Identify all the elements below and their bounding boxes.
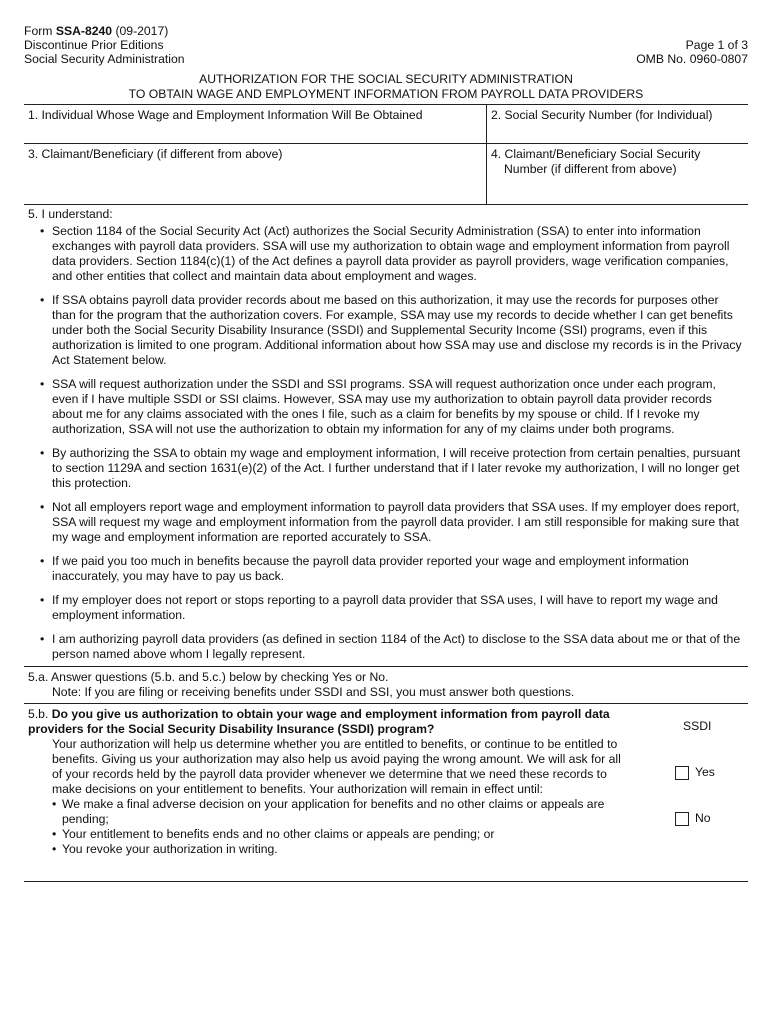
title-line-1: AUTHORIZATION FOR THE SOCIAL SECURITY ADMINISTRATION [199,72,573,86]
form-id-line [24,24,185,38]
form-page [24,24,748,882]
field-3-label: 3. Claimant/Beneficiary (if different from above) [28,147,283,161]
section-5-heading: 5. I understand: [28,207,113,221]
divider [24,881,748,882]
form-header [24,24,748,66]
section-5b-text [28,707,633,881]
form-title [24,72,748,102]
form-number: SSA-8240 [55,24,113,38]
header-right [636,24,748,66]
page-number: Page 1 of 3 [685,38,748,52]
section-5b-body [28,737,633,857]
section-5b [24,704,748,881]
field-claimant-name[interactable] [24,144,486,204]
ssdi-label: SSDI [683,719,712,733]
form-label: Form [24,24,53,38]
ssdi-no-checkbox[interactable] [675,811,711,826]
bullet-mark: • [52,797,57,811]
list-item [28,224,744,284]
bullet-mark: • [40,632,45,646]
bullet-text: If we paid you too much in benefits because the payroll data provider reported your wage and employment information inaccurately, you may have to pay us back. [52,554,689,583]
list-item [28,377,744,437]
list-item [52,842,633,857]
section-5b-answers [633,707,744,881]
bullet-mark: • [40,446,45,460]
list-item [28,632,744,662]
fields-row-2 [24,144,748,204]
omb-number: OMB No. 0960-0807 [636,52,748,66]
bullet-mark: • [52,842,57,856]
field-4-label-line-2: Number (if different from above) [504,162,677,176]
editions-note: Discontinue Prior Editions [24,38,164,52]
bullet-text: Section 1184 of the Social Security Act (Act) authorizes the Social Security Administration (SSA) to enter into information exchanges with payroll data providers. SSA will use my authorization to obtain wage and employment information from payroll data providers. Section 1184(c)(1) of the Act defines a payroll data provider as payroll providers, wage verification companies, and other entities that collect and maintain data about employment and wages. [52,224,730,283]
bullet-mark: • [40,293,45,307]
list-item [28,593,744,623]
list-item [28,293,744,368]
section-5 [24,205,748,662]
yes-label: Yes [695,765,715,779]
checkbox-box[interactable] [675,812,689,826]
bullet-mark: • [52,827,57,841]
agency-name: Social Security Administration [24,52,185,66]
field-claimant-ssn[interactable] [486,144,748,204]
bullet-text: If SSA obtains payroll data provider records about me based on this authorization, it may use the records for purposes other than for the program that the authorization covers. For example, SSA may use my records to decide whether I can get benefits under both the Social Security Disability Insurance (SSDI) and Supplemental Security Income (SSI) programs, even if this authorization is limited to one program. Additional information about how SSA may use and disclose my records is in the Privacy Act Statement below. [52,293,742,367]
ssdi-yes-checkbox[interactable] [675,765,715,780]
section-5b-question [28,707,633,737]
bullet-mark: • [40,554,45,568]
field-2-label: 2. Social Security Number (for Individual) [491,108,713,122]
bullet-text: Not all employers report wage and employment information to payroll data providers that SSA uses. If my employer does report, SSA will request my wage and employment information from the payroll data provider. I am still responsible for making sure that my wage and employment information are reported accurately to SSA. [52,500,740,544]
field-individual-ssn[interactable] [486,105,748,143]
list-item [52,797,633,827]
list-item [52,827,633,842]
title-line-2: TO OBTAIN WAGE AND EMPLOYMENT INFORMATION FROM PAYROLL DATA PROVIDERS [128,87,644,101]
list-item [28,446,744,491]
bullet-mark: • [40,593,45,607]
section-5a-instruction: 5.a. Answer questions (5.b. and 5.c.) below by checking Yes or No. [28,670,389,684]
bullet-text: We make a final adverse decision on your application for benefits and no other claims or appeals are pending; [62,797,605,826]
section-5b-question-text: Do you give us authorization to obtain your wage and employment information from payroll data providers for the Social Security Disability Insurance (SSDI) program? [28,707,610,736]
field-4-label-line-1: 4. Claimant/Beneficiary Social Security [491,147,701,161]
field-individual-name[interactable] [24,105,486,143]
section-5a-note: Note: If you are filing or receiving benefits under SSDI and SSI, you must answer both questions. [52,685,575,699]
section-5b-number: 5.b. [28,707,49,721]
bullet-text: If my employer does not report or stops reporting to a payroll data provider that SSA uses, I will have to report my wage and employment information. [52,593,718,622]
bullet-text: I am authorizing payroll data providers (as defined in section 1184 of the Act) to disclose to the SSA data about me or that of the person named above whom I legally represent. [52,632,741,661]
list-item [28,554,744,584]
list-item [28,500,744,545]
bullet-text: SSA will request authorization under the SSDI and SSI programs. SSA will request authorization once under each program, even if I have multiple SSDI or SSI claims. However, SSA may use my authorization to obtain payroll data provider records about me for any claims associated with the ones I file, such as a claim for benefits by my spouse or child. If I revoke my authorization, SSA will not use the authorization to obtain my information for any of my claims under both programs. [52,377,716,436]
fields-row-1 [24,105,748,143]
section-5a [24,667,748,703]
bullet-text: You revoke your authorization in writing. [62,842,278,856]
section-5b-explanation: Your authorization will help us determine whether you are entitled to benefits, or continue to be entitled to benefits. Giving us your authorization may also help us avoid paying the wrong amount. We will ask for all of your records held by the payroll data provider whenever we determine that we need these records to make decisions on your entitlement to benefits. Your authorization will remain in effect until: [52,737,621,796]
checkbox-box[interactable] [675,766,689,780]
bullet-mark: • [40,377,45,391]
section-5-bullets [28,224,744,662]
bullet-mark: • [40,500,45,514]
header-left [24,24,185,66]
bullet-text: Your entitlement to benefits ends and no other claims or appeals are pending; or [62,827,495,841]
bullet-text: By authorizing the SSA to obtain my wage and employment information, I will receive protection from certain penalties, pursuant to section 1129A and section 1631(e)(2) of the Act. I further understand that if I later revoke my authorization, I will no longer get this protection. [52,446,741,490]
bullet-mark: • [40,224,45,238]
no-label: No [695,811,711,825]
field-1-label: 1. Individual Whose Wage and Employment Information Will Be Obtained [28,108,423,122]
form-date: (09-2017) [115,24,169,38]
